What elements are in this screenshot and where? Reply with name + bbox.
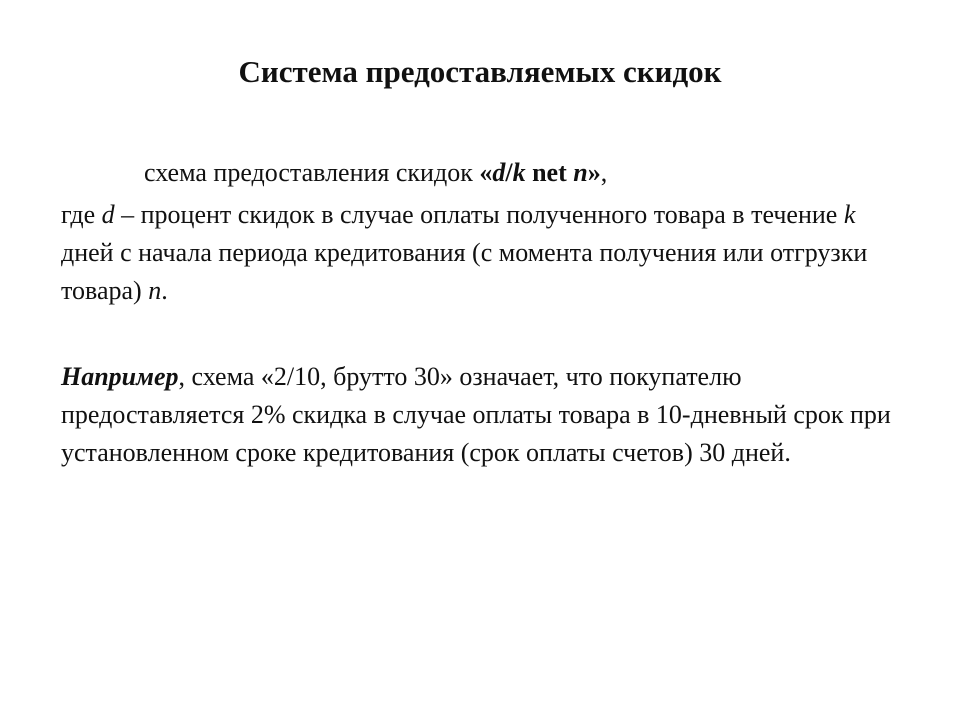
- scheme-suffix: ,: [600, 158, 608, 187]
- example-paragraph: [61, 358, 911, 472]
- scheme-line: [61, 154, 911, 192]
- formula-k: k: [512, 158, 526, 187]
- formula-d: d: [492, 158, 506, 187]
- definition-paragraph: [61, 196, 911, 310]
- formula-slash: /: [505, 158, 513, 187]
- definition-text-1: где: [61, 200, 102, 229]
- definition-text-4: .: [161, 276, 168, 305]
- example-text: , схема «2/10, брутто 30» означает, что покупателю предоставляется 2% скидка в случае оплаты товара в 10-дневный срок при установленном сроке кредитования (срок оплаты счетов) 30 дней.: [61, 362, 891, 467]
- slide-title: Система предоставляемых скидок: [238, 54, 722, 89]
- definition-d: d: [101, 200, 115, 229]
- definition-k: k: [843, 200, 856, 229]
- formula-open-quote: «: [479, 158, 493, 187]
- example-lead: Например: [61, 362, 179, 391]
- definition-n: n: [148, 276, 162, 305]
- formula-net: net: [525, 158, 574, 187]
- formula-n: n: [573, 158, 588, 187]
- scheme-prefix: схема предоставления скидок: [144, 158, 480, 187]
- definition-text-2: – процент скидок в случае оплаты полученного товара в течение: [114, 200, 844, 229]
- formula-close-quote: »: [587, 158, 601, 187]
- definition-text-3: дней с начала периода кредитования (с момента получения или отгрузки товара): [61, 238, 868, 305]
